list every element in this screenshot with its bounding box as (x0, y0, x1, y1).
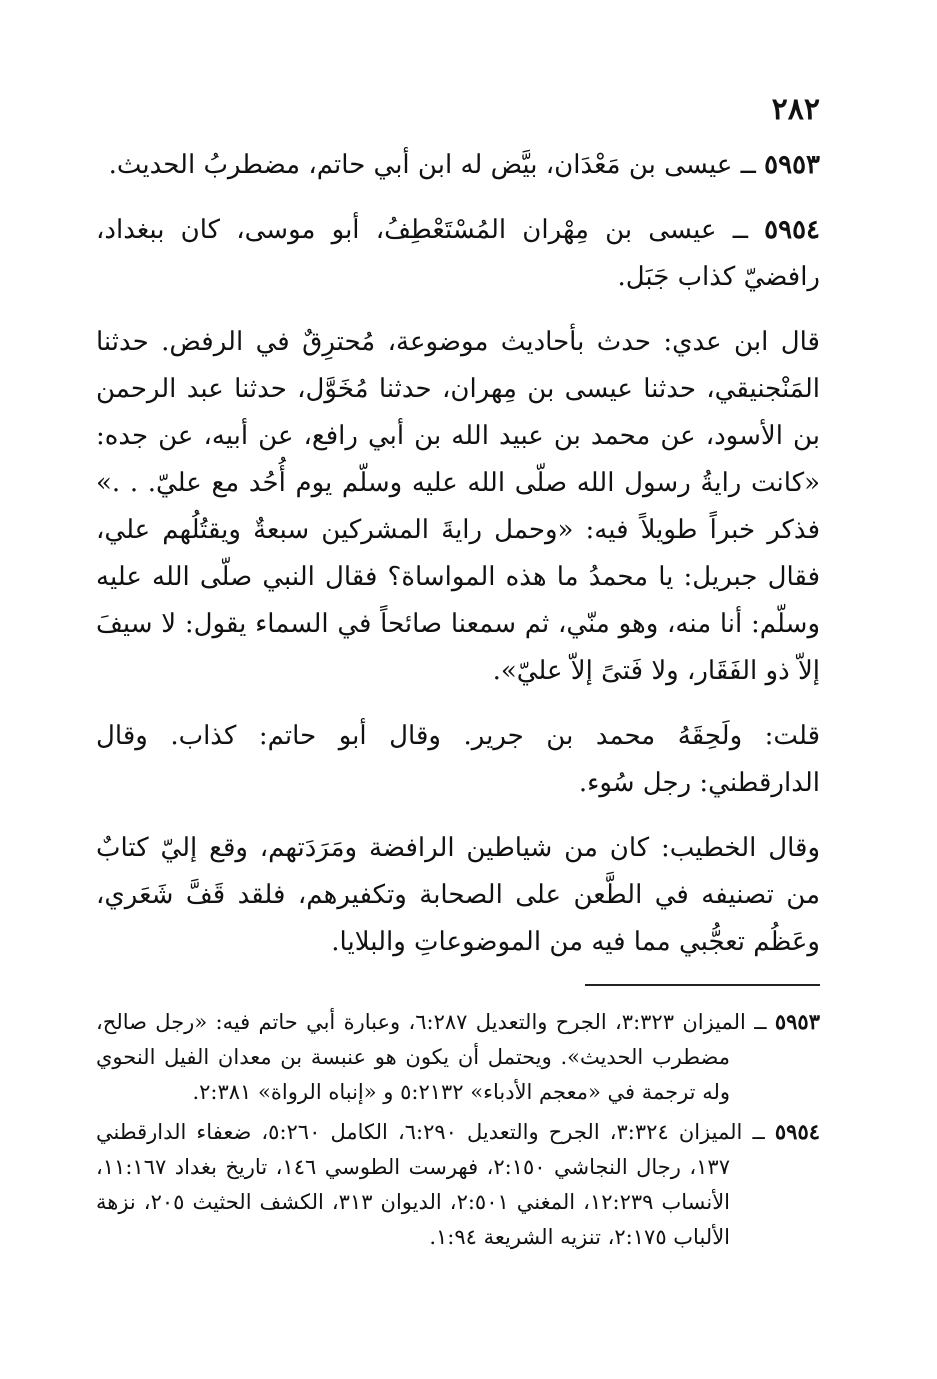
body-paragraph-ibn-adi: قال ابن عدي: حدث بأحاديث موضوعة، مُحترِقٌ في الرفض. حدثنا المَنْجنيقي، حدثنا عيسى بن مِهران، حدثنا مُخَوَّل، حدثنا عبد الرحمن بن الأسود، عن محمد بن عبيد الله بن أبي رافع، عن أبيه، عن جده: «كانت رايةُ رسول الله صلّى الله عليه وسلّم يوم أُحُد مع عليّ. . .» فذكر خبراً طويلاً فيه: «وحمل رايةَ المشركين سبعةٌ ويقتُلُهم علي، فقال جبريل: يا محمدُ ما هذه المواساة؟ فقال النبي صلّى الله عليه وسلّم: أنا منه، وهو منّي، ثم سمعنا صائحاً في السماء يقول: لا سيفَ إلاّ ذو الفَقَار، ولا فَتىً إلاّ عليّ». (96, 327, 820, 686)
book-page (96, 90, 820, 1259)
entry-text: عيسى بن مَعْدَان، بيَّض له ابن أبي حاتم، مضطربُ الحديث. (108, 150, 733, 180)
footnote-5954 (96, 1114, 820, 1255)
body-paragraph-qultu: قلت: ولَحِقَهُ محمد بن جرير. وقال أبو حاتم: كذاب. وقال الدارقطني: رجل سُوء. (96, 721, 820, 798)
body-paragraph-khatib: وقال الخطيب: كان من شياطين الرافضة ومَرَدَتهم، وقع إليّ كتابٌ من تصنيفه في الطَّعن على الصحابة وتكفيرهم، فلقد قَفَّ شَعَري، وعَظُم تعجُّبي مما فيه من الموضوعاتِ والبلايا. (96, 833, 820, 957)
entry-5953 (96, 142, 820, 189)
entry-dash: ــ (732, 150, 765, 180)
footnote-number: ٥٩٥٣ (774, 1009, 820, 1034)
entry-number: ٥٩٥٤ (764, 215, 821, 245)
footnote-number: ٥٩٥٤ (774, 1119, 821, 1144)
footnote-5953 (96, 1004, 820, 1110)
entry-5954 (96, 207, 820, 301)
footnote-dash: ــ (742, 1120, 775, 1144)
entry-text: عيسى بن مِهْران المُسْتَعْطِفُ، أبو موسى، كان ببغداد، رافضيّ كذاب جَبَل. (96, 215, 820, 292)
page-number: ٢٨٢ (771, 92, 820, 127)
footnote-divider (585, 984, 820, 986)
footnote-dash: ــ (745, 1010, 775, 1034)
footnote-text: الميزان ٣:٣٢٤، الجرح والتعديل ٦:٢٩٠، الكامل ٥:٢٦٠، ضعفاء الدارقطني ١٣٧، رجال النجاشي ٢:١٥٠، فهرست الطوسي ١٤٦، تاريخ بغداد ١١:١٦٧، الأنساب ١٢:٢٣٩، المغني ٢:٥٠١، الديوان ٣١٣، الكشف الحثيث ٢٠٥، نزهة الألباب ٢:١٧٥، تنزيه الشريعة ١:٩٤. (96, 1120, 743, 1249)
entry-dash: ــ (716, 215, 765, 245)
entry-number: ٥٩٥٣ (764, 150, 820, 180)
footnote-text: الميزان ٣:٣٢٣، الجرح والتعديل ٦:٢٨٧، وعبارة أبي حاتم فيه: «رجل صالح، مضطرب الحديث». ويحتمل أن يكون هو عنبسة بن معدان الفيل النحوي وله ترجمة في «معجم الأدباء» ٥:٢١٣٢ و «إنباه الرواة» ٢:٣٨١. (96, 1010, 746, 1104)
